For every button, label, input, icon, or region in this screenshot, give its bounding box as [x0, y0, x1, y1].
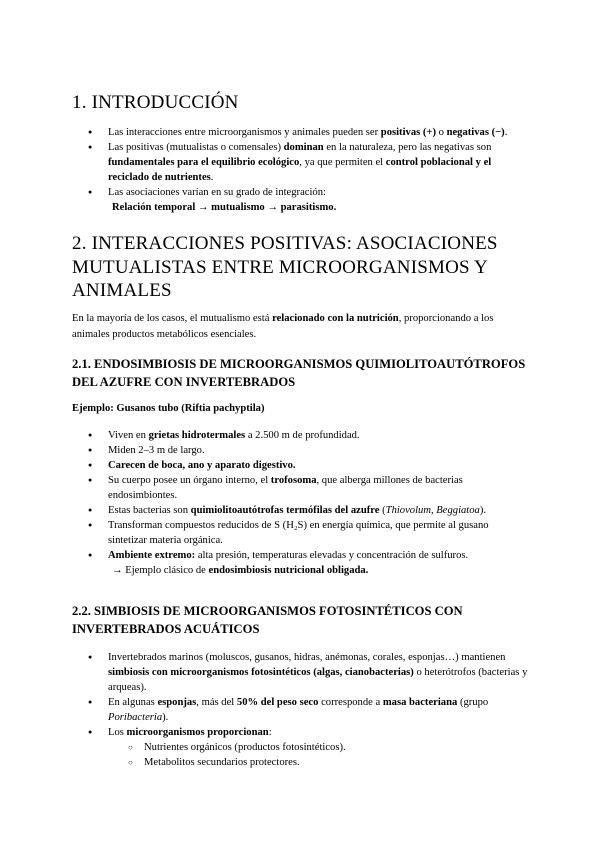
sub-list-item: ○ Metabolitos secundarios protectores.: [108, 755, 530, 770]
list-item: ● Carecen de boca, ano y aparato digestivo.: [72, 458, 530, 473]
list-item: ● Su cuerpo posee un órgano interno, el trofosoma, que alberga millones de bacterias endosimbiontes.: [72, 473, 530, 503]
list-item: ● Ambiente extremo: alta presión, temperaturas elevadas y concentración de sulfuros. → Ejemplo clásico de endosimbiosis nutricional obligada.: [72, 548, 530, 578]
list-item: ● En algunas esponjas, más del 50% del peso seco corresponde a masa bacteriana (grupo Poribacteria).: [72, 695, 530, 725]
list-item: ● Estas bacterias son quimiolitoautótrofas termófilas del azufre (Thiovolum, Beggiatoa).: [72, 503, 530, 518]
section-1-heading: 1. INTRODUCCIÓN: [72, 92, 239, 113]
section-2-2-heading: 2.2. SIMBIOSIS DE MICROORGANISMOS FOTOSINTÉTICOS CON INVERTEBRADOS ACUÁTICOS: [72, 604, 463, 636]
list-item: ● Miden 2–3 m de largo.: [72, 443, 530, 458]
section-1-list: [72, 125, 530, 215]
section-2-1-heading: 2.1. ENDOSIMBIOSIS DE MICROORGANISMOS QUIMIOLITOAUTÓTROFOS DEL AZUFRE CON INVERTEBRADOS: [72, 357, 526, 389]
example-label: Ejemplo: Gusanos tubo (Riftia pachyptila): [72, 403, 265, 414]
sub-list-item: ○ Nutrientes orgánicos (productos fotosintéticos).: [108, 740, 530, 755]
list-item: ● Las asociaciones varían en su grado de integración: Relación temporal → mutualismo → parasitismo.: [72, 185, 530, 215]
section-2-intro: En la mayoría de los casos, el mutualismo está relacionado con la nutrición, proporcionando a los animales productos metabólicos esenciales.: [72, 313, 494, 340]
list-item: ● Viven en grietas hidrotermales a 2.500 m de profundidad.: [72, 428, 530, 443]
sub-list: [108, 740, 530, 770]
section-2-heading: 2. INTERACCIONES POSITIVAS: ASOCIACIONES MUTUALISTAS ENTRE MICROORGANISMOS Y ANIMALES: [72, 233, 498, 301]
list-item: ● Los microorganismos proporcionan: ○ Nutrientes orgánicos (productos fotosintéticos). ○ Metabolitos secundarios protectores.: [72, 725, 530, 770]
section-2-1-list: [72, 428, 530, 578]
list-item: ● Las interacciones entre microorganismos y animales pueden ser positivas (+) o negativas (−).: [72, 125, 530, 140]
section-2-2-list: [72, 650, 530, 770]
list-item: ● Las positivas (mutualistas o comensales) dominan en la naturaleza, pero las negativas son fundamentales para el equilibrio ecológico, ya que permiten el control poblacional y el reciclado de nutrientes.: [72, 140, 530, 185]
list-item: ● Transforman compuestos reducidos de S (H₂S) en energía química, que permite al gusano sintetizar materia orgánica.: [72, 518, 530, 548]
list-item: ● Invertebrados marinos (moluscos, gusanos, hidras, anémonas, corales, esponjas…) mantienen simbiosis con microorganismos fotosintéticos (algas, cianobacterias) o heterótrofos (bacterias y arqueas).: [72, 650, 530, 695]
